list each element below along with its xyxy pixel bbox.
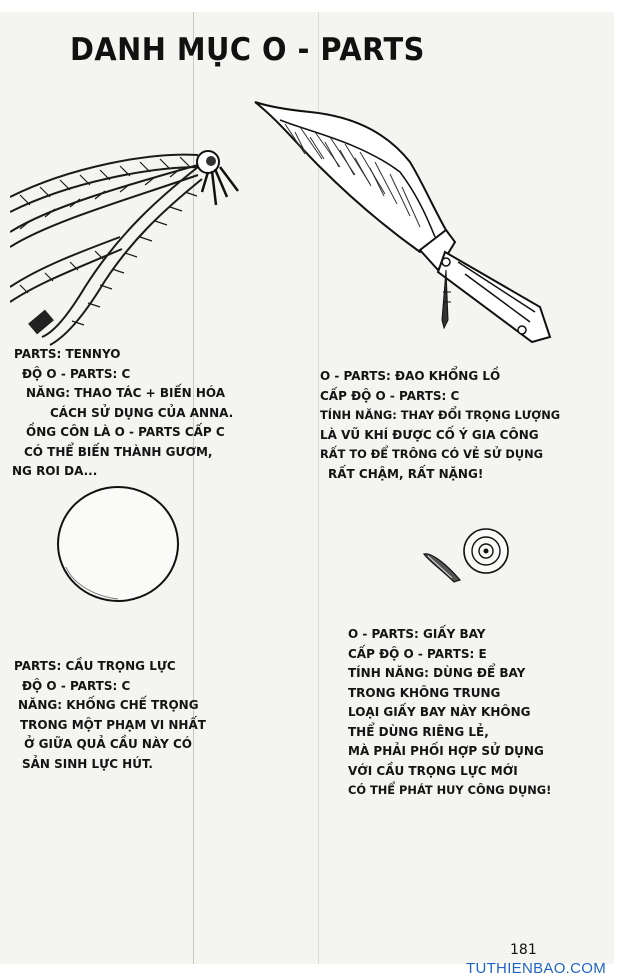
site-watermark: TUTHIENBAO.COM xyxy=(466,960,607,977)
giant-sword-illustration xyxy=(250,92,570,352)
entry-line: PARTS: TENNYO xyxy=(14,347,121,361)
entry-line: O - PARTS: ĐAO KHỔNG LỒ xyxy=(320,369,501,383)
entry-line: CẤP ĐỘ O - PARTS: E xyxy=(348,646,487,661)
entry-line: TÍNH NĂNG: DÙNG ĐỂ BAY xyxy=(348,666,526,680)
entry-line: NĂNG: KHỐNG CHẾ TRỌNG xyxy=(18,698,199,712)
entry-line: O - PARTS: GIẤY BAY xyxy=(348,627,486,641)
entry-cau-trong-luc xyxy=(10,657,270,774)
entry-line: RẤT TO ĐỂ TRÔNG CÓ VẺ SỬ DỤNG xyxy=(320,447,543,461)
entry-line: MÀ PHẢI PHỐI HỢP SỬ DỤNG xyxy=(348,744,544,758)
entry-line: LÀ VŨ KHÍ ĐƯỢC CỐ Ý GIA CÔNG xyxy=(320,427,539,442)
flying-paper-illustration xyxy=(418,524,518,584)
entry-giay-bay xyxy=(348,625,551,801)
entry-line: Ở GIỮA QUẢ CẦU NÀY CÓ xyxy=(24,737,192,751)
entry-line: CÁCH SỬ DỤNG CỦA ANNA. xyxy=(50,405,234,420)
entry-line: NĂNG: THAO TÁC + BIẾN HÓA xyxy=(26,386,226,400)
entry-tennyo xyxy=(10,345,275,482)
page-title: DANH MỤC O - PARTS xyxy=(70,32,425,68)
entry-line: VỚI CẦU TRỌNG LỰC MỚI xyxy=(348,763,518,778)
gravity-sphere-illustration xyxy=(52,482,184,607)
entry-line: ĐỘ O - PARTS: C xyxy=(22,678,131,693)
page-number: 181 xyxy=(510,942,537,958)
entry-line: PARTS: CẦU TRỌNG LỰC xyxy=(14,659,176,673)
manga-page xyxy=(0,12,614,964)
entry-line: SẢN SINH LỰC HÚT. xyxy=(22,756,153,771)
entry-line: THỂ DÙNG RIÊNG LẺ, xyxy=(348,724,489,739)
entry-line: ỒNG CÔN LÀ O - PARTS CẤP C xyxy=(26,425,225,439)
entry-line: TRONG MỘT PHẠM VI NHẤT xyxy=(20,717,206,732)
entry-dao-khong-lo xyxy=(320,367,560,484)
entry-line: LOẠI GIẤY BAY NÀY KHÔNG xyxy=(348,705,531,719)
entry-line: RẤT CHẬM, RẤT NẶNG! xyxy=(328,466,484,481)
entry-line: ĐỘ O - PARTS: C xyxy=(22,366,131,381)
entry-line: TÍNH NĂNG: THAY ĐỔI TRỌNG LƯỢNG xyxy=(320,408,561,422)
entry-line: CÓ THỂ BIẾN THÀNH GƯƠM, xyxy=(24,444,213,459)
entry-line: TRONG KHÔNG TRUNG xyxy=(348,685,501,700)
tennyo-whip-illustration xyxy=(10,137,250,347)
entry-line: NG ROI DA... xyxy=(12,464,98,478)
entry-line: CẤP ĐỘ O - PARTS: C xyxy=(320,388,460,403)
entry-line: CÓ THỂ PHÁT HUY CÔNG DỤNG! xyxy=(348,783,552,797)
